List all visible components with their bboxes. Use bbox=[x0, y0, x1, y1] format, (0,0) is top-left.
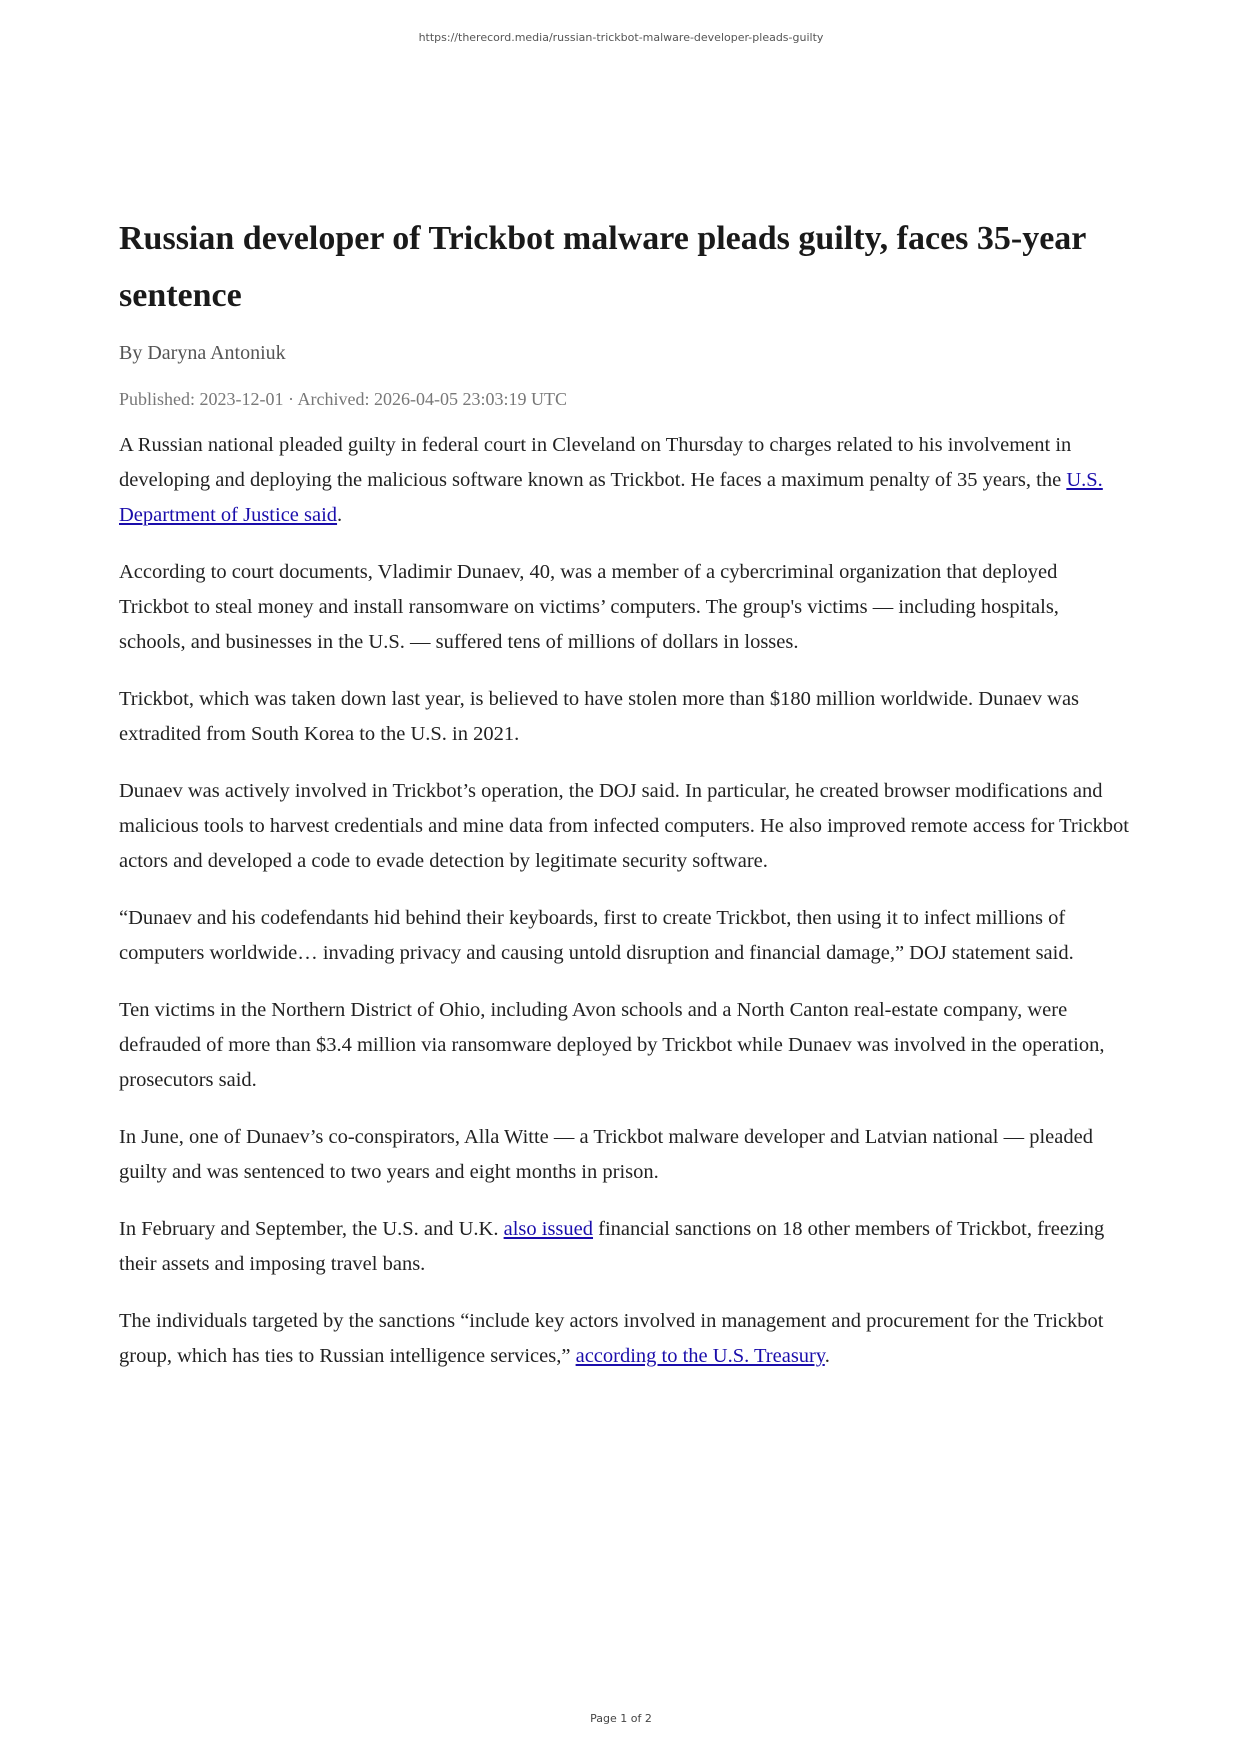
paragraph-8 bbox=[119, 1212, 1129, 1282]
paragraph-text: financial sanctions on 18 other members of Trickbot, freezing their assets and imposing travel bans. bbox=[119, 1218, 1105, 1275]
paragraph-3: Trickbot, which was taken down last year, is believed to have stolen more than $180 million worldwide. Dunaev was extradited from South Korea to the U.S. in 2021. bbox=[119, 688, 1080, 745]
paragraph-6: Ten victims in the Northern District of Ohio, including Avon schools and a North Canton real-estate company, were defrauded of more than $3.4 million via ransomware deployed by Trickbot while Dunaev was involved in the operation, prosecutors said. bbox=[119, 999, 1105, 1091]
also-issued-link[interactable]: also issued bbox=[503, 1218, 594, 1240]
article-byline: By Daryna Antoniuk bbox=[119, 342, 286, 364]
paragraph-text: The individuals targeted by the sanctions “include key actors involved in management and procurement for the Trickbot group, which has ties to Russian intelligence services,” bbox=[119, 1310, 1104, 1367]
paragraph-text: . bbox=[824, 1345, 830, 1367]
paragraph-9 bbox=[119, 1304, 1129, 1374]
page-number: Page 1 of 2 bbox=[590, 1712, 652, 1725]
paragraph-1 bbox=[119, 428, 1129, 533]
article-meta: Published: 2023-12-01 · Archived: 2026-04-05 23:03:19 UTC bbox=[119, 389, 567, 409]
paragraph-4: Dunaev was actively involved in Trickbot’s operation, the DOJ said. In particular, he created browser modifications and malicious tools to harvest credentials and mine data from infected computers. He also improved remote access for Trickbot actors and developed a code to evade detection by legitimate security software. bbox=[119, 780, 1129, 872]
paragraph-7: In June, one of Dunaev’s co-conspirators, Alla Witte — a Trickbot malware developer and Latvian national — pleaded guilty and was sentenced to two years and eight months in prison. bbox=[119, 1126, 1093, 1183]
article-title: Russian developer of Trickbot malware pleads guilty, faces 35-year sentence bbox=[119, 220, 1086, 314]
article-body bbox=[119, 428, 1129, 1374]
paragraph-2: According to court documents, Vladimir Dunaev, 40, was a member of a cybercriminal organization that deployed Trickbot to steal money and install ransomware on victims’ computers. The group's victims — including hospitals, schools, and businesses in the U.S. — suffered tens of millions of dollars in losses. bbox=[119, 561, 1059, 653]
doj-link[interactable]: U.S. Department of Justice said bbox=[119, 469, 1103, 526]
paragraph-text: A Russian national pleaded guilty in federal court in Cleveland on Thursday to charges related to his involvement in developing and deploying the malicious software known as Trickbot. He faces a maximum penalty of 35 years, the bbox=[119, 434, 1072, 491]
paragraph-5: “Dunaev and his codefendants hid behind their keyboards, first to create Trickbot, then using it to infect millions of computers worldwide… invading privacy and causing untold disruption and financial damage,” DOJ statement said. bbox=[119, 907, 1074, 964]
page-url-header: https://therecord.media/russian-trickbot-malware-developer-pleads-guilty bbox=[418, 31, 824, 44]
paragraph-text: . bbox=[337, 504, 343, 526]
paragraph-text: In February and September, the U.S. and U.K. bbox=[119, 1218, 504, 1240]
article bbox=[119, 210, 1129, 1396]
treasury-link[interactable]: according to the U.S. Treasury bbox=[575, 1345, 825, 1367]
